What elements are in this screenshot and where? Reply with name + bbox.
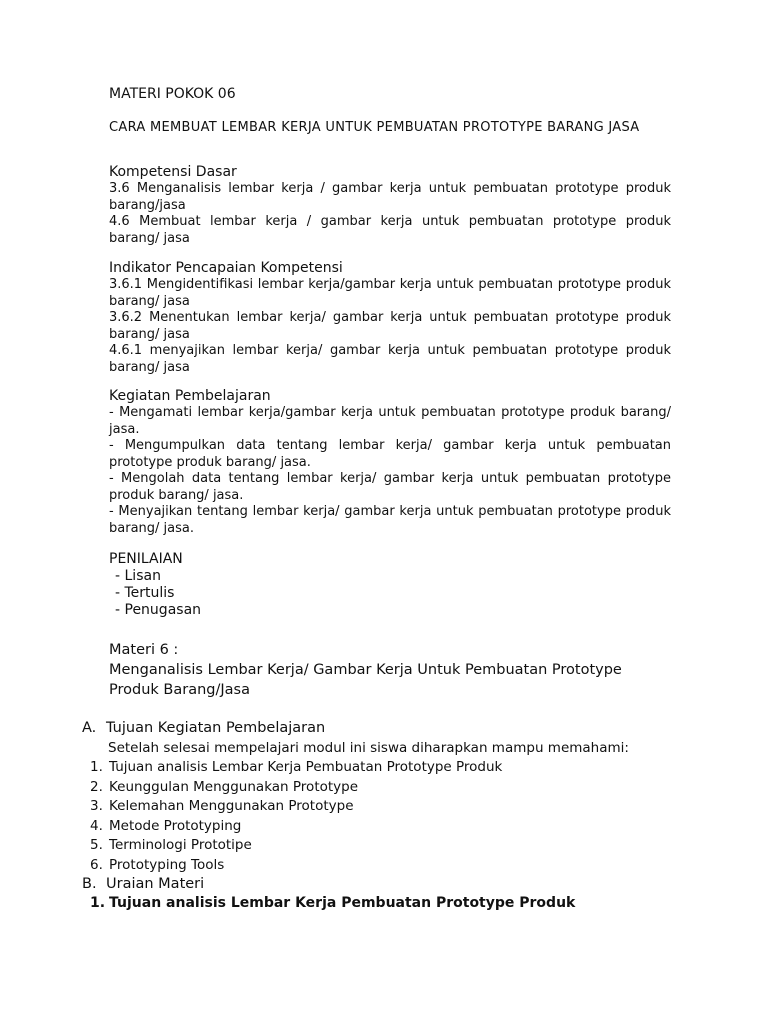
list-text: Terminologi Prototipe xyxy=(109,837,252,853)
page-title: MATERI POKOK 06 xyxy=(109,86,236,102)
kegiatan-item: - Mengolah data tentang lembar kerja/ gambar kerja untuk pembuatan prototype produk barang/ jasa. xyxy=(109,471,671,503)
materi-label: Materi 6 : xyxy=(109,642,179,658)
kegiatan-section xyxy=(109,388,671,537)
kompetensi-item: 4.6 Membuat lembar kerja / gambar kerja untuk pembuatan prototype produk barang/ jasa xyxy=(109,214,671,246)
list-text: Metode Prototyping xyxy=(109,817,242,834)
list-number: 6. xyxy=(90,856,103,873)
list-number: 3. xyxy=(90,798,103,814)
materi-title: Menganalisis Lembar Kerja/ Gambar Kerja Untuk Pembuatan Prototype Produk Barang/Jasa xyxy=(109,662,622,698)
subheading-text: Tujuan analisis Lembar Kerja Pembuatan Prototype Produk xyxy=(109,895,576,911)
materi-section xyxy=(109,640,671,700)
section-b-letter: B. xyxy=(82,876,97,892)
document-subtitle: CARA MEMBUAT LEMBAR KERJA UNTUK PEMBUATAN PROTOTYPE BARANG JASA xyxy=(109,120,640,135)
penilaian-section xyxy=(109,551,671,619)
indikator-item: 3.6.2 Menentukan lembar kerja/ gambar kerja untuk pembuatan prototype produk barang/ jasa xyxy=(109,310,671,342)
indikator-item: 3.6.1 Mengidentifikasi lembar kerja/gambar kerja untuk pembuatan prototype produk barang/ jasa xyxy=(109,277,671,309)
indikator-item: 4.6.1 menyajikan lembar kerja/ gambar kerja untuk pembuatan prototype produk barang/ jasa xyxy=(109,343,671,375)
list-item xyxy=(90,758,502,778)
kompetensi-item: 3.6 Menganalisis lembar kerja / gambar kerja untuk pembuatan prototype produk barang/jasa xyxy=(109,181,671,213)
kompetensi-dasar-section xyxy=(109,164,671,247)
penilaian-heading: PENILAIAN xyxy=(109,551,183,567)
section-b-subheading xyxy=(90,893,575,913)
section-a-heading xyxy=(82,718,325,738)
kegiatan-item: - Menyajikan tentang lembar kerja/ gambar kerja untuk pembuatan prototype produk barang/ jasa. xyxy=(109,504,671,536)
kegiatan-item: - Mengumpulkan data tentang lembar kerja/ gambar kerja untuk pembuatan prototype produk barang/ jasa. xyxy=(109,438,671,470)
section-b-heading xyxy=(82,874,204,894)
list-number: 2. xyxy=(90,778,103,795)
list-text: Tujuan analisis Lembar Kerja Pembuatan Prototype Produk xyxy=(109,759,503,775)
list-number: 4. xyxy=(90,817,103,834)
list-item xyxy=(90,797,502,817)
list-item xyxy=(90,817,502,837)
indikator-section xyxy=(109,260,671,376)
section-b-title: Uraian Materi xyxy=(106,876,205,892)
list-item xyxy=(90,856,502,876)
subheading-number: 1. xyxy=(90,895,106,911)
objectives-list xyxy=(90,758,502,875)
section-a-title: Tujuan Kegiatan Pembelajaran xyxy=(106,720,326,736)
list-text: Prototyping Tools xyxy=(109,856,225,873)
list-text: Kelemahan Menggunakan Prototype xyxy=(109,798,354,814)
kegiatan-item: - Mengamati lembar kerja/gambar kerja untuk pembuatan prototype produk barang/ jasa. xyxy=(109,405,671,437)
kompetensi-dasar-heading: Kompetensi Dasar xyxy=(109,164,237,180)
penilaian-item: - Tertulis xyxy=(115,585,175,601)
list-text: Keunggulan Menggunakan Prototype xyxy=(109,778,359,795)
section-a-intro: Setelah selesai mempelajari modul ini siswa diharapkan mampu memahami: xyxy=(108,740,629,756)
section-a-letter: A. xyxy=(82,720,97,736)
list-item xyxy=(90,778,502,798)
indikator-heading: Indikator Pencapaian Kompetensi xyxy=(109,260,343,276)
list-number: 1. xyxy=(90,759,103,775)
list-item xyxy=(90,836,502,856)
list-number: 5. xyxy=(90,837,103,853)
penilaian-item: - Lisan xyxy=(115,568,161,584)
penilaian-item: - Penugasan xyxy=(115,602,202,618)
kegiatan-heading: Kegiatan Pembelajaran xyxy=(109,388,271,404)
